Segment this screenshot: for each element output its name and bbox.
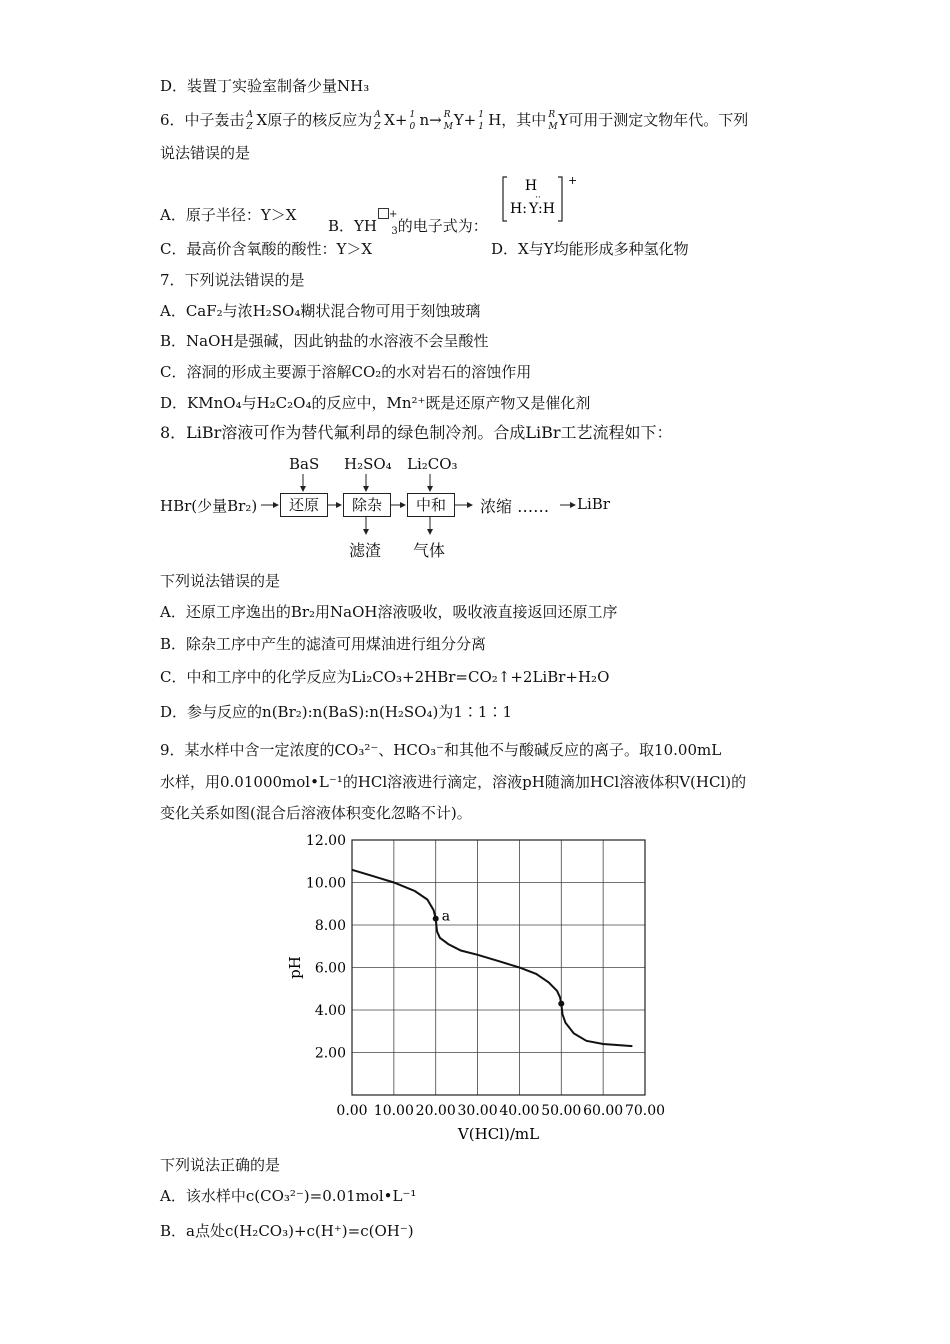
x-axis-label: V(HCl)/mL	[457, 1125, 540, 1143]
svg-text:··: ··	[535, 193, 541, 203]
q7-option-c: C．溶洞的形成主要源于溶解CO₂的水对岩石的溶蚀作用	[160, 363, 532, 381]
flow-output-gas: 气体	[413, 541, 446, 560]
svg-text:H: H	[524, 178, 538, 194]
q9-stem-line1: 9．某水样中含一定浓度的CO₃²⁻、HCO₃⁻和其他不与酸碱反应的离子。取10.00mL	[160, 741, 722, 759]
q6-stem-pre: 6．中子轰击	[160, 111, 245, 129]
y-tick-label: 8.00	[314, 918, 346, 934]
point-label: a	[441, 908, 451, 925]
ph-titration-chart	[270, 825, 690, 1150]
q8-option-d: D．参与反应的n(Br₂):n(BaS):n(H₂SO₄)为1∶1∶1	[160, 703, 512, 721]
y-axis-label: pH	[286, 956, 304, 979]
x-tick-label: 10.00	[373, 1103, 414, 1119]
q6-stem-end: Y可用于测定文物年代。下列	[558, 111, 749, 129]
y-tick-label: 4.00	[314, 1003, 346, 1019]
q6-stem-line2: 说法错误的是	[160, 144, 251, 162]
q8-option-c: C．中和工序中的化学反应为Li₂CO₃+2HBr=CO₂↑+2LiBr+H₂O	[160, 668, 610, 686]
x-tick-label: 30.00	[457, 1103, 498, 1119]
data-point	[558, 1001, 564, 1007]
q6-option-b: B．$YH^+_3$的电子式为：	[328, 209, 488, 237]
svg-text:H:: H:	[510, 201, 527, 217]
nuclide-r-m-2: R M	[548, 110, 558, 132]
q6-option-d: D．X与Y均能形成多种氢化物	[491, 240, 689, 258]
flow-step-reduce: 还原	[280, 493, 328, 517]
q6-stem-line1: 6．中子轰击 A Z X原子的核反应为 A Z X+ 1 0 n→ R M Y+ 1 1 H，其中 R M Y可用于测定文物年代。下列	[160, 110, 749, 132]
q9-stem-line3: 变化关系如图(混合后溶液体积变化忽略不计)。	[160, 804, 472, 822]
q7-option-a: A．CaF₂与浓H₂SO₄糊状混合物可用于刻蚀玻璃	[160, 302, 481, 320]
q6-option-b-pre: B．YH	[328, 217, 378, 235]
flow-output-residue: 滤渣	[349, 541, 382, 560]
q7-stem: 7．下列说法错误的是	[160, 271, 305, 289]
q8-option-b: B．除杂工序中产生的滤渣可用煤油进行组分分离	[160, 635, 487, 653]
flow-end: LiBr	[577, 495, 610, 513]
x-tick-label: 70.00	[624, 1103, 666, 1119]
q7-option-d: D．KMnO₄与H₂C₂O₄的反应中，Mn²⁺既是还原产物又是催化剂	[160, 394, 591, 412]
flow-arrows	[0, 0, 950, 600]
flow-step-purify: 除杂	[343, 493, 391, 517]
flow-start: HBr(少量Br₂)	[160, 497, 258, 515]
x-tick-label: 50.00	[541, 1103, 582, 1119]
q6-option-b-post: 的电子式为：	[397, 217, 488, 235]
q8-stem: 8．LiBr溶液可作为替代氟利昂的绿色制冷剂。合成LiBr工艺流程如下：	[160, 423, 673, 442]
svg-text:Y: Y	[529, 201, 539, 217]
flow-tail: 浓缩 ……	[480, 497, 550, 516]
q9-ask: 下列说法正确的是	[160, 1156, 281, 1174]
q6-stem-mid: X原子的核反应为	[256, 111, 373, 129]
q9-option-b: B．a点处c(H₂CO₃)+c(H⁺)=c(OH⁻)	[160, 1222, 414, 1240]
y-tick-label: 2.00	[314, 1045, 346, 1062]
q6-option-c: C．最高价含氧酸的酸性：Y＞X	[160, 240, 373, 258]
flow-step-neutralize: 中和	[407, 493, 455, 517]
svg-text:+: +	[568, 174, 578, 187]
x-tick-label: 40.00	[499, 1103, 540, 1119]
nuclide-1-0: 1 0	[409, 110, 416, 132]
q7-option-b: B．NaOH是强碱，因此钠盐的水溶液不会呈酸性	[160, 332, 489, 350]
data-point	[433, 916, 439, 922]
q8-ask: 下列说法错误的是	[160, 572, 281, 590]
y-tick-label: 10.00	[305, 875, 346, 892]
q9-option-a: A．该水样中c(CO₃²⁻)=0.01mol•L⁻¹	[160, 1187, 417, 1205]
x-tick-label: 60.00	[583, 1103, 624, 1119]
nuclide-1-1: 1 1	[478, 110, 484, 132]
nuclide-a-z: A Z	[246, 110, 254, 132]
y-tick-label: 6.00	[314, 960, 346, 977]
flow-input-li2co3: Li₂CO₃	[407, 455, 458, 473]
svg-text::H: :H	[538, 201, 555, 217]
q8-option-a: A．还原工序逸出的Br₂用NaOH溶液吸收，吸收液直接返回还原工序	[160, 603, 618, 621]
q9-stem-line2: 水样，用0.01000mol•L⁻¹的HCl溶液进行滴定，溶液pH随滴加HCl溶液体积V(HCl)的	[160, 773, 747, 791]
x-tick-label: 0.00	[336, 1103, 368, 1119]
flow-input-h2so4: H₂SO₄	[344, 455, 392, 473]
flow-input-bas: BaS	[289, 455, 320, 473]
x-tick-label: 20.00	[415, 1103, 456, 1119]
q5-option-d: D．装置丁实验室制备少量NH₃	[160, 77, 370, 95]
nuclide-r-m: R M	[443, 110, 453, 132]
nuclide-a-z-2: A Z	[374, 110, 381, 132]
q6-option-a: A．原子半径：Y＞X	[160, 206, 297, 224]
q6-stem-post: ，其中	[501, 111, 547, 129]
y-tick-label: 12.00	[305, 833, 346, 849]
